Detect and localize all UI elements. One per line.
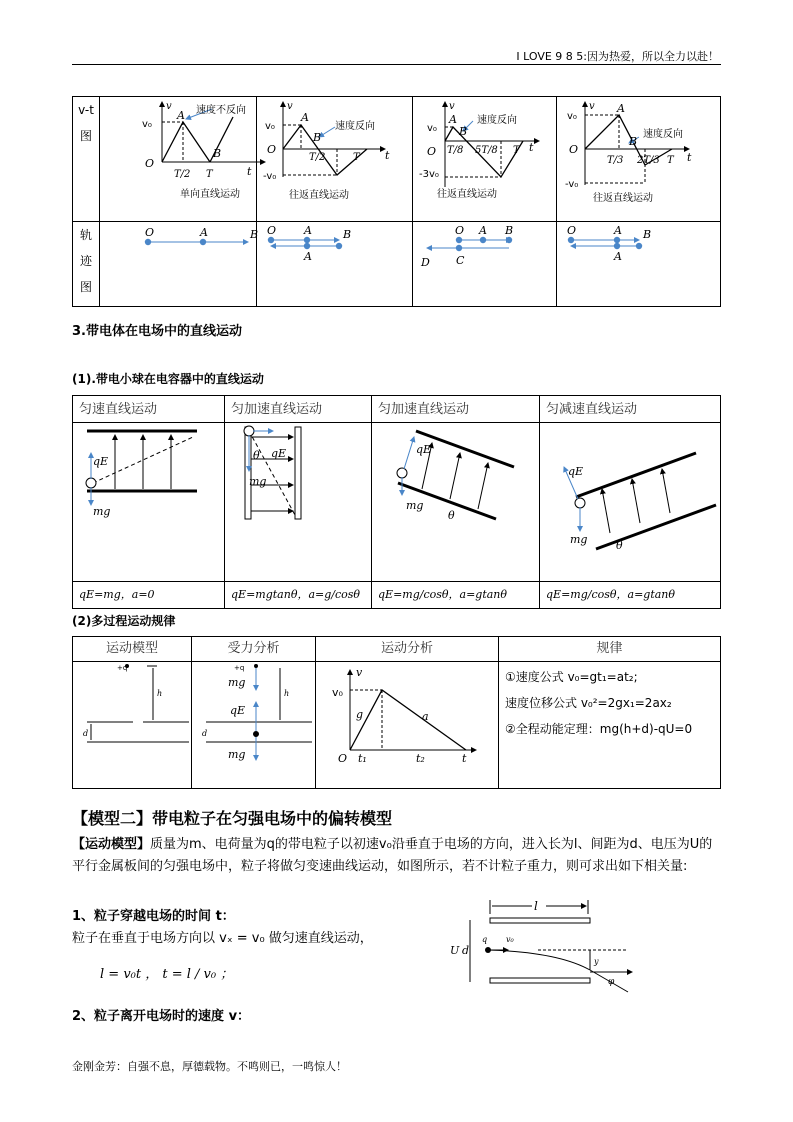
header-cell: 规律 [499, 637, 721, 662]
track-B: B [343, 228, 352, 241]
page-header: I LOVE 9 8 5:因为热爱，所以全力以赴！ [516, 50, 719, 63]
label-qE: qE [230, 704, 246, 717]
caption: 往返直线运动 [289, 190, 349, 201]
rule-line: ②全程动能定理：mg(h+d)-qU=0 [505, 722, 693, 736]
tick-T: T [667, 155, 674, 166]
tick-T: T [353, 152, 360, 163]
track-O: O [145, 226, 155, 239]
tick-T2: T/2 [174, 169, 191, 180]
tick-5T8: 5T/8 [475, 145, 498, 156]
vt-graph-4 [557, 97, 721, 222]
tick-T8: T/8 [447, 145, 464, 156]
header-cell: 匀速直线运动 [73, 396, 225, 423]
formula-cell: qE=mg，a=0 [73, 582, 225, 609]
label-theta: θ [616, 539, 623, 552]
point-A: A [617, 102, 625, 115]
label-qE: qE [416, 443, 432, 456]
rule-line: 速度位移公式 v₀²=2gx₁=2ax₂ [505, 696, 672, 710]
row-label-track [73, 222, 100, 307]
tick-T3: T/3 [607, 155, 624, 166]
axis-v: v [449, 101, 455, 112]
track-B: B [643, 228, 652, 241]
label-v0: v₀ [427, 123, 437, 134]
force-diagram [192, 662, 316, 789]
track-O: O [455, 224, 465, 237]
label-q: +q [117, 664, 128, 672]
label-qE: qE [93, 455, 109, 468]
diagram-accel-2 [372, 423, 540, 582]
track-A2: A [614, 250, 622, 263]
item1-title: 1、粒子穿越电场的时间 t： [72, 909, 235, 924]
subsection-1-title: (1).带电小球在电容器中的直线运动 [72, 372, 264, 386]
point-B: B [313, 131, 322, 144]
label-h: h [284, 689, 290, 698]
track-3 [413, 222, 557, 307]
header-cell: 运动分析 [316, 637, 499, 662]
track-D: D [421, 256, 430, 269]
label-neg-v0: -v₀ [263, 171, 277, 182]
track-A2: A [304, 250, 312, 263]
tick-t2: t₂ [416, 752, 425, 765]
label-v0: v₀ [332, 686, 343, 699]
track-O: O [267, 224, 277, 237]
track-A: A [479, 224, 487, 237]
label-mg: mg [570, 533, 588, 546]
label-l: l [534, 899, 538, 913]
formula-cell: qE=mgtanθ，a=g/cosθ [225, 582, 372, 609]
label-v0: v₀ [142, 119, 152, 130]
point-B: B [213, 147, 222, 160]
row-label-line: 轨 [79, 228, 92, 242]
vt-table [72, 96, 721, 307]
axis-t: t [247, 165, 252, 178]
axis-v: v [356, 666, 363, 679]
row-label-line: 图 [79, 129, 92, 143]
item1-text: 粒子在垂直于电场方向以 vₓ = v₀ 做匀速直线运动， [72, 931, 373, 946]
vt-graph-1 [100, 97, 257, 222]
label-d: d [83, 729, 89, 738]
note: 速度反向 [477, 115, 517, 126]
origin-O: O [267, 143, 277, 156]
origin-O: O [427, 145, 437, 158]
header-rule [72, 64, 721, 65]
label-qE: qE [568, 465, 584, 478]
label-neg-v0: -v₀ [565, 179, 579, 190]
caption: 往返直线运动 [593, 193, 653, 204]
formula-cell: qE=mg/cosθ，a=gtanθ [372, 582, 540, 609]
item1-block [72, 906, 432, 986]
point-A: A [177, 109, 185, 122]
track-B: B [250, 228, 259, 241]
row-label-line: 图 [79, 280, 92, 294]
track-B: B [505, 224, 514, 237]
label-mg: mg [93, 505, 111, 518]
label-v0: v₀ [506, 935, 514, 944]
rule-line: ①速度公式 v₀=gt₁=at₂; [505, 670, 638, 684]
axis-t: t [687, 151, 692, 164]
axis-v: v [166, 101, 172, 112]
capacitor-table [72, 395, 721, 609]
header-cell: 匀加速直线运动 [372, 396, 540, 423]
origin-O: O [338, 752, 348, 765]
diagram-decel [540, 423, 721, 582]
tick-2T3: 2T/3 [637, 155, 660, 166]
model2-intro [72, 834, 724, 878]
header-cell: 匀加速直线运动 [225, 396, 372, 423]
note: 速度反向 [643, 129, 683, 140]
note: 速度不反向 [196, 105, 246, 116]
label-theta: θ [253, 449, 260, 462]
note: 速度反向 [335, 121, 375, 132]
page-footer: 金刚金芳：自强不息，厚德载物。不鸣则已，一鸣惊人！ [72, 1060, 347, 1073]
intro-label: 【运动模型】 [72, 837, 151, 852]
axis-v: v [589, 101, 595, 112]
label-d: d [462, 944, 470, 957]
axis-v: v [287, 101, 293, 112]
tick-T: T [513, 145, 520, 156]
motion-diagram [316, 662, 499, 789]
origin-O: O [145, 157, 155, 170]
label-g: g [356, 708, 364, 721]
deflection-figure [448, 896, 648, 1000]
origin-O: O [569, 143, 579, 156]
intro-text: 质量为m、电荷量为q的带电粒子以初速v₀沿垂直于电场的方向，进入长为l、间距为d、电压为U的平行金属板间的匀强电场中，粒子将做匀变速曲线运动，如图所示，若不计粒子重力，则可求出如下相关量: [72, 837, 713, 874]
axis-t: t [385, 149, 390, 162]
point-A: A [449, 113, 457, 126]
label-mg: mg [249, 475, 267, 488]
axis-t: t [529, 141, 534, 154]
track-4 [557, 222, 721, 307]
track-1 [100, 222, 257, 307]
point-B: B [459, 125, 468, 138]
header-cell: 受力分析 [192, 637, 316, 662]
label-a: a [422, 710, 429, 723]
track-C: C [456, 254, 465, 267]
track-A: A [304, 224, 312, 237]
rules-cell [499, 662, 721, 789]
caption: 单向直线运动 [180, 189, 240, 200]
label-y: y [594, 957, 599, 966]
label-h: h [157, 689, 163, 698]
label-U: U [450, 944, 460, 957]
model-diagram [73, 662, 192, 789]
point-A: A [301, 111, 309, 124]
label-d: d [202, 729, 208, 738]
row-label-vt [73, 97, 100, 222]
model2-title: 【模型二】带电粒子在匀强电场中的偏转模型 [72, 809, 393, 828]
formula-cell: qE=mg/cosθ，a=gtanθ [540, 582, 721, 609]
row-label-line: 迹 [79, 254, 92, 268]
label-q: +q [234, 664, 245, 672]
row-label-line: v-t [78, 103, 94, 117]
track-A: A [200, 226, 208, 239]
tick-T: T [206, 169, 213, 180]
diagram-accel-1 [225, 423, 372, 582]
track-A: A [614, 224, 622, 237]
tick-T2: T/2 [309, 152, 326, 163]
label-v0: v₀ [265, 121, 275, 132]
label-mg: mg [406, 499, 424, 512]
item1-formula: l = v₀t ， t = l / v₀ ； [100, 967, 234, 982]
label-neg-3v0: -3v₀ [419, 169, 439, 180]
label-phi: φ [608, 977, 615, 987]
header-cell: 运动模型 [73, 637, 192, 662]
subsection-2-title: (2)多过程运动规律 [72, 614, 176, 628]
label-q: q [482, 935, 488, 944]
header-cell: 匀减速直线运动 [540, 396, 721, 423]
diagram-uniform [73, 423, 225, 582]
item2-title: 2、粒子离开电场时的速度 v： [72, 1009, 251, 1024]
caption: 往返直线运动 [437, 189, 497, 200]
section-3-title: 3.带电体在电场中的直线运动 [72, 324, 242, 339]
tick-t1: t₁ [358, 752, 367, 765]
label-mg-2: mg [228, 748, 246, 761]
label-qE: qE [271, 447, 287, 460]
vt-graph-3 [413, 97, 557, 222]
label-v0: v₀ [567, 111, 577, 122]
track-O: O [567, 224, 577, 237]
vt-graph-2 [257, 97, 413, 222]
multiprocess-table [72, 636, 721, 789]
label-mg: mg [228, 676, 246, 689]
axis-t: t [462, 752, 467, 765]
point-B: B [629, 135, 638, 148]
label-theta: θ [448, 509, 455, 522]
track-2 [257, 222, 413, 307]
